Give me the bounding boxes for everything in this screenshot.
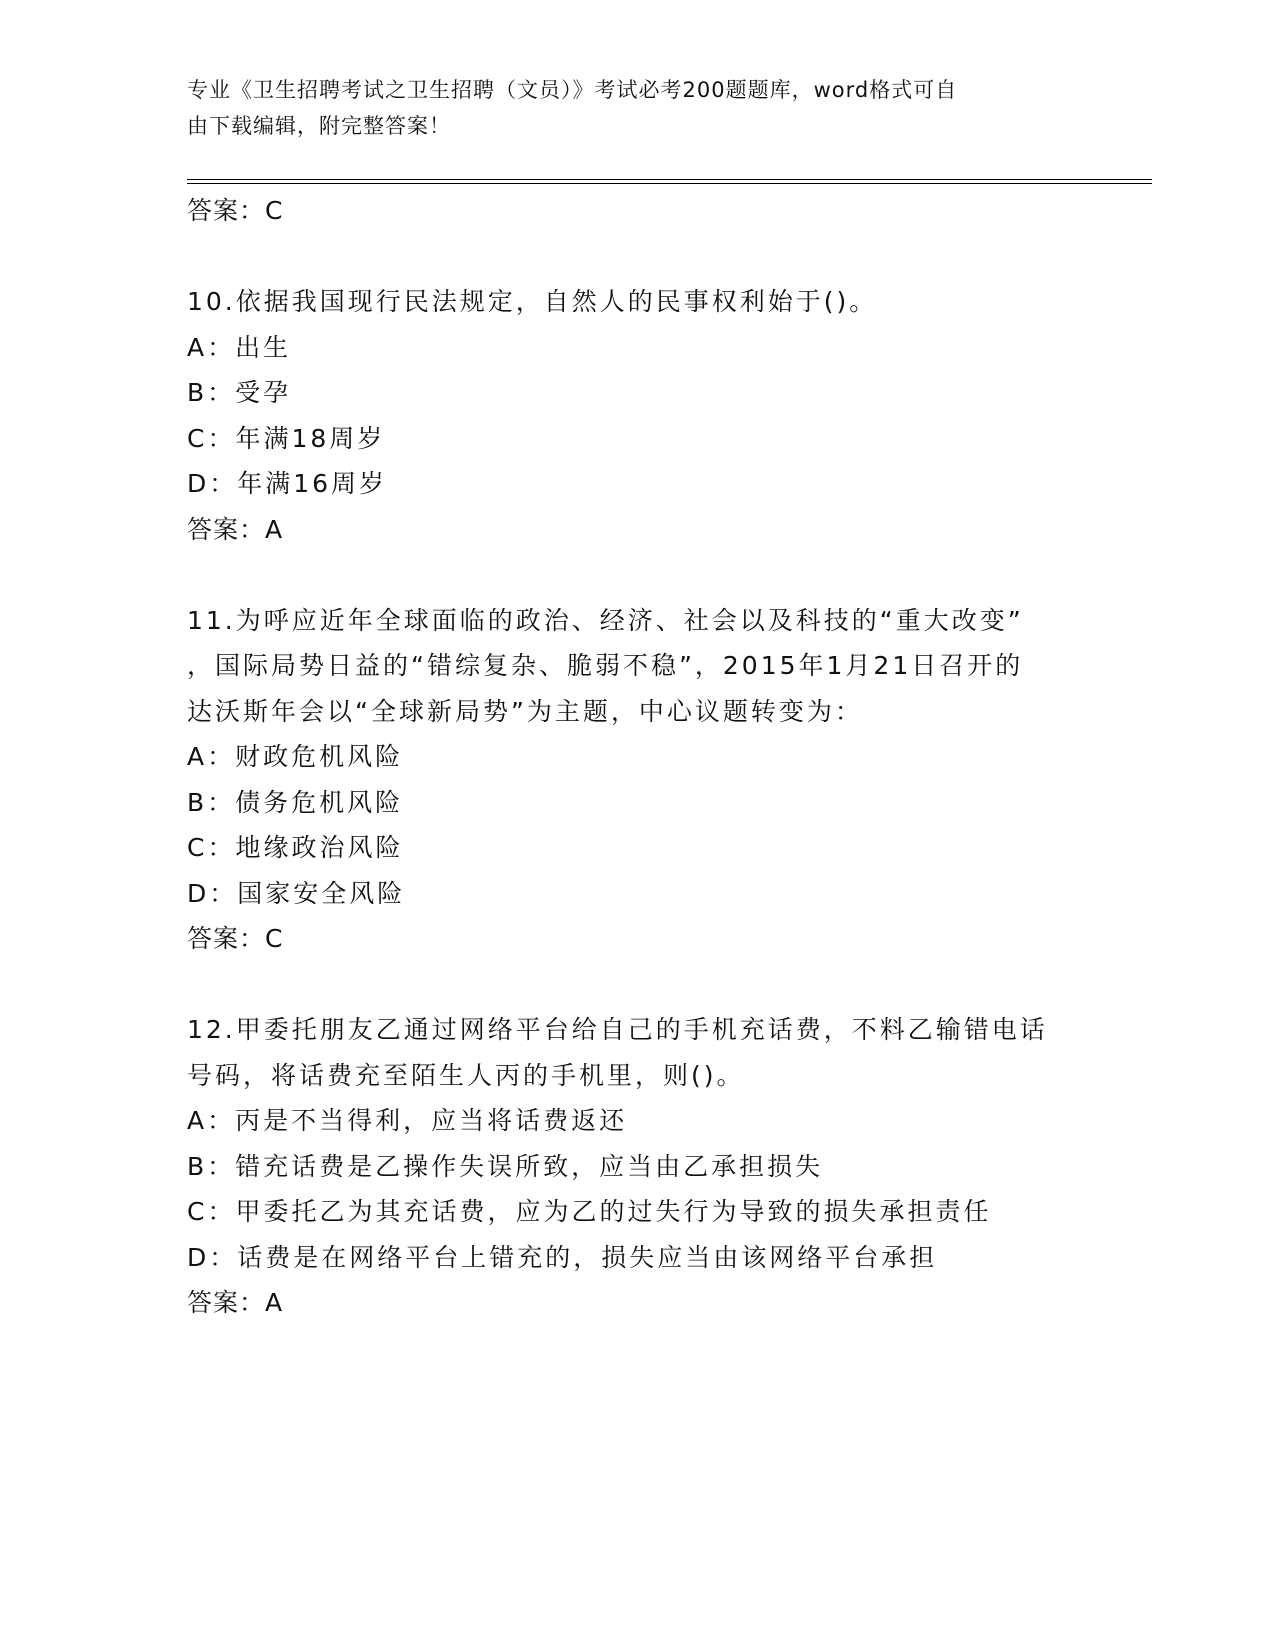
question-stem-line: 号码，将话费充至陌生人丙的手机里，则()。	[187, 1060, 745, 1090]
option-d: D：话费是在网络平台上错充的，损失应当由该网络平台承担	[187, 1242, 938, 1272]
option-a: A：出生	[187, 332, 292, 362]
answer: 答案：C	[187, 924, 284, 953]
option-b: B：受孕	[187, 378, 292, 407]
option-d: D：国家安全风险	[187, 878, 406, 908]
previous-answer: 答案：C	[187, 196, 284, 225]
question-11	[187, 598, 1087, 962]
option-b: B：错充话费是乙操作失误所致，应当由乙承担损失	[187, 1151, 824, 1181]
question-10	[187, 279, 1087, 552]
option-a: A：丙是不当得利，应当将话费返还	[187, 1106, 628, 1135]
spacer	[187, 552, 1087, 598]
answer: 答案：A	[187, 1288, 284, 1317]
question-stem-line: 12.甲委托朋友乙通过网络平台给自己的手机充话费，不料乙输错电话	[187, 1015, 1048, 1044]
header-line-1: 专业《卫生招聘考试之卫生招聘（文员）》考试必考200题题库，word格式可自	[187, 78, 958, 102]
question-stem-line: 10.依据我国现行民法规定，自然人的民事权利始于()。	[187, 287, 878, 316]
spacer	[187, 962, 1087, 1008]
question-12	[187, 1007, 1087, 1326]
header-divider-top	[187, 179, 1152, 180]
document-header	[187, 72, 1067, 144]
question-stem-line: 11.为呼应近年全球面临的政治、经济、社会以及科技的“重大改变”	[187, 605, 1024, 635]
answer: 答案：A	[187, 514, 284, 544]
option-c: C：甲委托乙为其充话费，应为乙的过失行为导致的损失承担责任	[187, 1197, 992, 1226]
document-body	[187, 188, 1087, 1326]
option-c: C：地缘政治风险	[187, 833, 404, 862]
option-d: D：年满16周岁	[187, 469, 388, 498]
header-divider-bottom	[187, 183, 1152, 184]
option-b: B：债务危机风险	[187, 787, 404, 817]
question-stem-line: ，国际局势日益的“错综复杂、脆弱不稳”，2015年1月21日召开的	[187, 651, 1024, 680]
question-stem-line: 达沃斯年会以“全球新局势”为主题，中心议题转变为：	[187, 696, 863, 726]
spacer	[187, 234, 1087, 280]
option-a: A：财政危机风险	[187, 742, 404, 771]
header-line-2: 由下载编辑，附完整答案！	[187, 114, 451, 138]
option-c: C：年满18周岁	[187, 423, 386, 453]
